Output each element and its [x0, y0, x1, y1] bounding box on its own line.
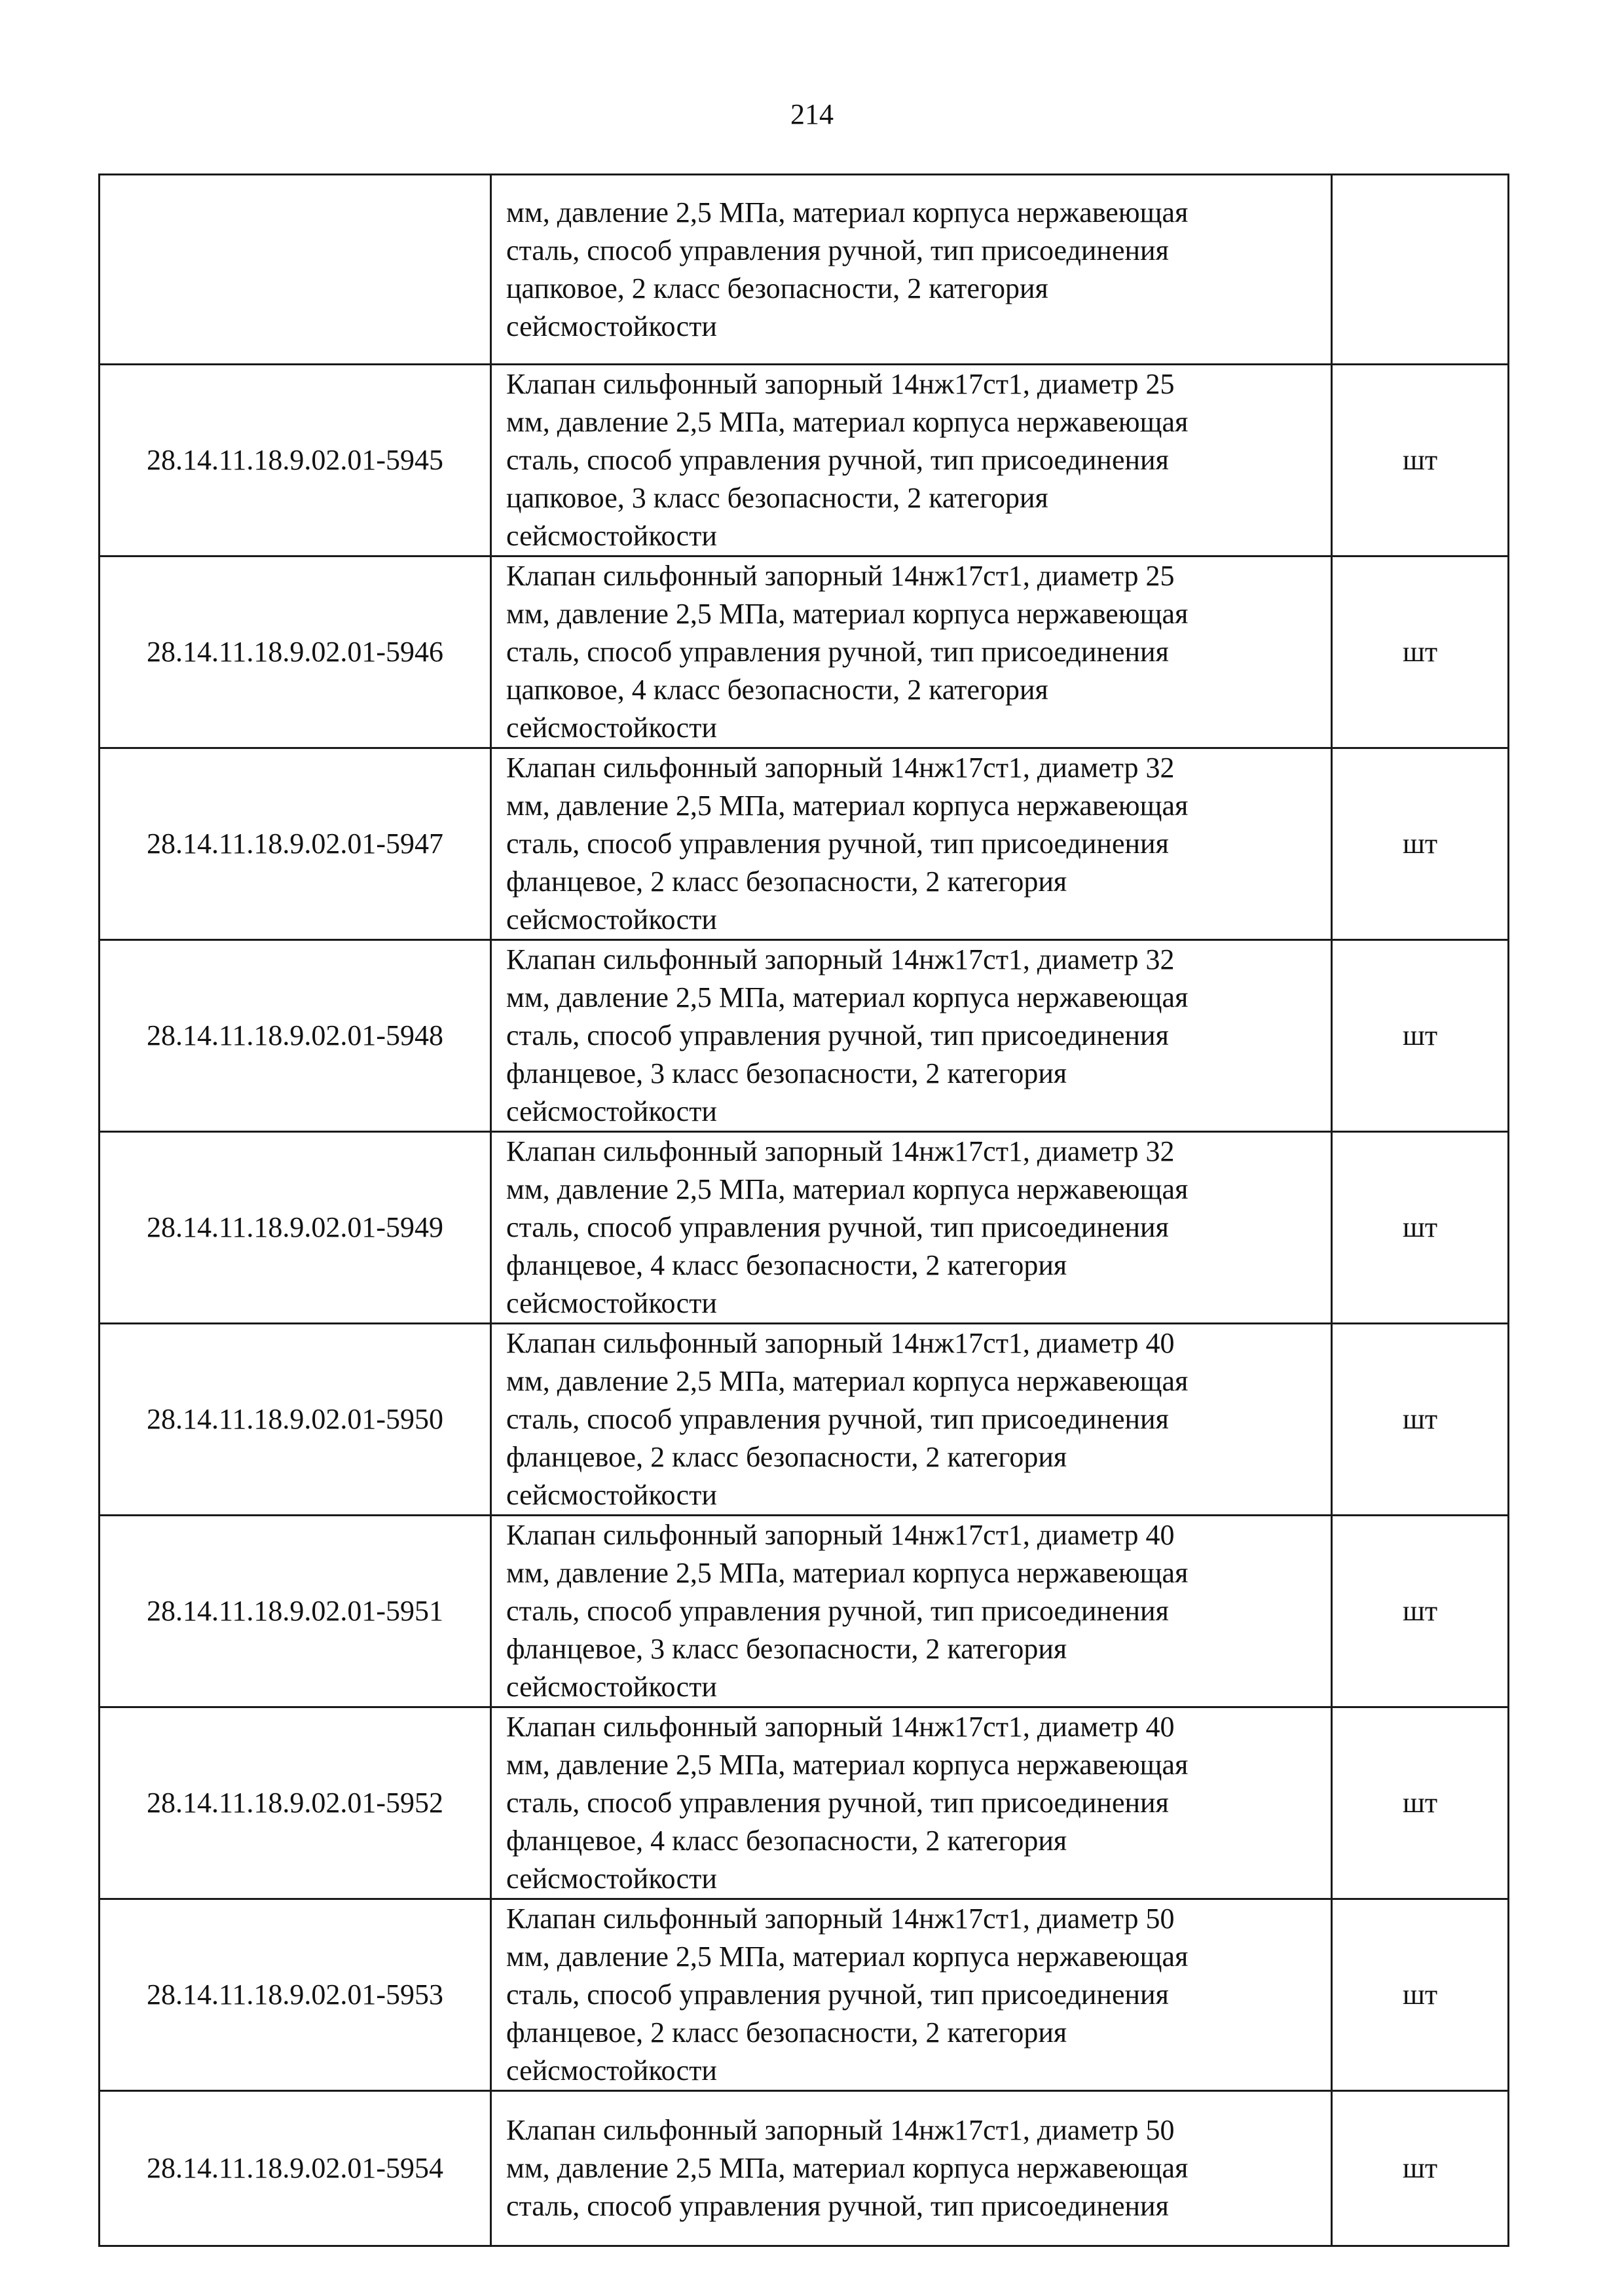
- table-row: [100, 940, 1509, 1132]
- description-line: сталь, способ управления ручной, тип присоединения: [506, 828, 1169, 860]
- description-line: фланцевое, 3 класс безопасности, 2 категория: [506, 1633, 1067, 1665]
- unit-of-measure: шт: [1332, 1707, 1509, 1899]
- description-line: Клапан сильфонный запорный 14нж17ст1, диаметр 40: [506, 1519, 1175, 1551]
- resource-description: [491, 175, 1332, 365]
- unit-of-measure: шт: [1332, 1899, 1509, 2091]
- table-row: [100, 1324, 1509, 1516]
- description-line: Клапан сильфонный запорный 14нж17ст1, диаметр 32: [506, 943, 1175, 975]
- resource-code: 28.14.11.18.9.02.01-5951: [100, 1516, 491, 1707]
- resource-code: 28.14.11.18.9.02.01-5950: [100, 1324, 491, 1516]
- unit-of-measure: шт: [1332, 940, 1509, 1132]
- description-line: Клапан сильфонный запорный 14нж17ст1, диаметр 25: [506, 560, 1175, 592]
- resource-table: [98, 173, 1509, 2247]
- resource-description: [491, 1324, 1332, 1516]
- table-row: [100, 1899, 1509, 2091]
- resource-description: [491, 1707, 1332, 1899]
- description-line: фланцевое, 4 класс безопасности, 2 категория: [506, 1249, 1067, 1281]
- resource-code: 28.14.11.18.9.02.01-5954: [100, 2091, 491, 2246]
- description-line: цапковое, 2 класс безопасности, 2 категория: [506, 272, 1048, 304]
- page-number: 214: [790, 98, 834, 130]
- table-row: [100, 556, 1509, 748]
- resource-code: 28.14.11.18.9.02.01-5952: [100, 1707, 491, 1899]
- description-line: Клапан сильфонный запорный 14нж17ст1, диаметр 40: [506, 1327, 1175, 1359]
- resource-description: [491, 556, 1332, 748]
- description-line: Клапан сильфонный запорный 14нж17ст1, диаметр 40: [506, 1711, 1175, 1743]
- description-line: Клапан сильфонный запорный 14нж17ст1, диаметр 50: [506, 1903, 1175, 1935]
- resource-code: 28.14.11.18.9.02.01-5945: [100, 365, 491, 556]
- table-row: [100, 748, 1509, 940]
- unit-of-measure: шт: [1332, 365, 1509, 556]
- description-line: мм, давление 2,5 МПа, материал корпуса нержавеющая: [506, 1749, 1189, 1781]
- description-line: сталь, способ управления ручной, тип присоединения: [506, 2190, 1169, 2222]
- description-line: сейсмостойкости: [506, 1479, 717, 1511]
- description-line: фланцевое, 3 класс безопасности, 2 категория: [506, 1057, 1067, 1089]
- resource-description: [491, 2091, 1332, 2246]
- resource-code: [100, 175, 491, 365]
- description-line: фланцевое, 2 класс безопасности, 2 категория: [506, 1441, 1067, 1473]
- description-line: Клапан сильфонный запорный 14нж17ст1, диаметр 50: [506, 2114, 1175, 2146]
- description-line: сталь, способ управления ручной, тип присоединения: [506, 1019, 1169, 1051]
- table-row: [100, 1707, 1509, 1899]
- description-line: сталь, способ управления ручной, тип присоединения: [506, 234, 1169, 266]
- unit-of-measure: шт: [1332, 748, 1509, 940]
- description-line: сталь, способ управления ручной, тип присоединения: [506, 1403, 1169, 1435]
- unit-of-measure: шт: [1332, 1324, 1509, 1516]
- description-line: сейсмостойкости: [506, 310, 717, 342]
- description-line: фланцевое, 2 класс безопасности, 2 категория: [506, 866, 1067, 898]
- description-line: сталь, способ управления ручной, тип присоединения: [506, 636, 1169, 668]
- description-line: сейсмостойкости: [506, 1671, 717, 1703]
- unit-of-measure: шт: [1332, 556, 1509, 748]
- description-line: сейсмостойкости: [506, 1095, 717, 1127]
- description-line: сталь, способ управления ручной, тип присоединения: [506, 1978, 1169, 2011]
- description-line: сейсмостойкости: [506, 712, 717, 744]
- description-line: мм, давление 2,5 МПа, материал корпуса нержавеющая: [506, 2152, 1189, 2184]
- table-row: [100, 175, 1509, 365]
- description-line: Клапан сильфонный запорный 14нж17ст1, диаметр 25: [506, 368, 1175, 400]
- description-line: мм, давление 2,5 МПа, материал корпуса нержавеющая: [506, 981, 1189, 1013]
- description-line: мм, давление 2,5 МПа, материал корпуса нержавеющая: [506, 598, 1189, 630]
- resource-description: [491, 1132, 1332, 1324]
- description-line: сталь, способ управления ручной, тип присоединения: [506, 1787, 1169, 1819]
- unit-of-measure: шт: [1332, 1132, 1509, 1324]
- table-row: [100, 1132, 1509, 1324]
- description-line: фланцевое, 2 класс безопасности, 2 категория: [506, 2016, 1067, 2049]
- description-line: мм, давление 2,5 МПа, материал корпуса нержавеющая: [506, 196, 1189, 228]
- description-line: мм, давление 2,5 МПа, материал корпуса нержавеющая: [506, 1173, 1189, 1205]
- description-line: мм, давление 2,5 МПа, материал корпуса нержавеющая: [506, 1941, 1189, 1973]
- resource-code: 28.14.11.18.9.02.01-5947: [100, 748, 491, 940]
- description-line: Клапан сильфонный запорный 14нж17ст1, диаметр 32: [506, 1135, 1175, 1167]
- resource-code: 28.14.11.18.9.02.01-5948: [100, 940, 491, 1132]
- description-line: сейсмостойкости: [506, 1287, 717, 1319]
- description-line: сейсмостойкости: [506, 1863, 717, 1895]
- description-line: сталь, способ управления ручной, тип присоединения: [506, 1211, 1169, 1243]
- table-row: [100, 1516, 1509, 1707]
- unit-of-measure: шт: [1332, 2091, 1509, 2246]
- description-line: сейсмостойкости: [506, 520, 717, 552]
- resource-description: [491, 940, 1332, 1132]
- resource-code: 28.14.11.18.9.02.01-5946: [100, 556, 491, 748]
- resource-table-body: [100, 175, 1509, 2246]
- description-line: сталь, способ управления ручной, тип присоединения: [506, 1595, 1169, 1627]
- description-line: сейсмостойкости: [506, 2054, 717, 2086]
- description-line: мм, давление 2,5 МПа, материал корпуса нержавеющая: [506, 790, 1189, 822]
- resource-description: [491, 748, 1332, 940]
- table-row: [100, 365, 1509, 556]
- description-line: цапковое, 4 класс безопасности, 2 категория: [506, 674, 1048, 706]
- unit-of-measure: [1332, 175, 1509, 365]
- description-line: сталь, способ управления ручной, тип присоединения: [506, 444, 1169, 476]
- resource-code: 28.14.11.18.9.02.01-5949: [100, 1132, 491, 1324]
- description-line: мм, давление 2,5 МПа, материал корпуса нержавеющая: [506, 1557, 1189, 1589]
- description-line: мм, давление 2,5 МПа, материал корпуса нержавеющая: [506, 406, 1189, 438]
- description-line: сейсмостойкости: [506, 903, 717, 936]
- resource-description: [491, 1899, 1332, 2091]
- resource-description: [491, 365, 1332, 556]
- resource-description: [491, 1516, 1332, 1707]
- unit-of-measure: шт: [1332, 1516, 1509, 1707]
- resource-code: 28.14.11.18.9.02.01-5953: [100, 1899, 491, 2091]
- description-line: фланцевое, 4 класс безопасности, 2 категория: [506, 1825, 1067, 1857]
- description-line: Клапан сильфонный запорный 14нж17ст1, диаметр 32: [506, 752, 1175, 784]
- table-row: [100, 2091, 1509, 2246]
- description-line: мм, давление 2,5 МПа, материал корпуса нержавеющая: [506, 1365, 1189, 1397]
- description-line: цапковое, 3 класс безопасности, 2 категория: [506, 482, 1048, 514]
